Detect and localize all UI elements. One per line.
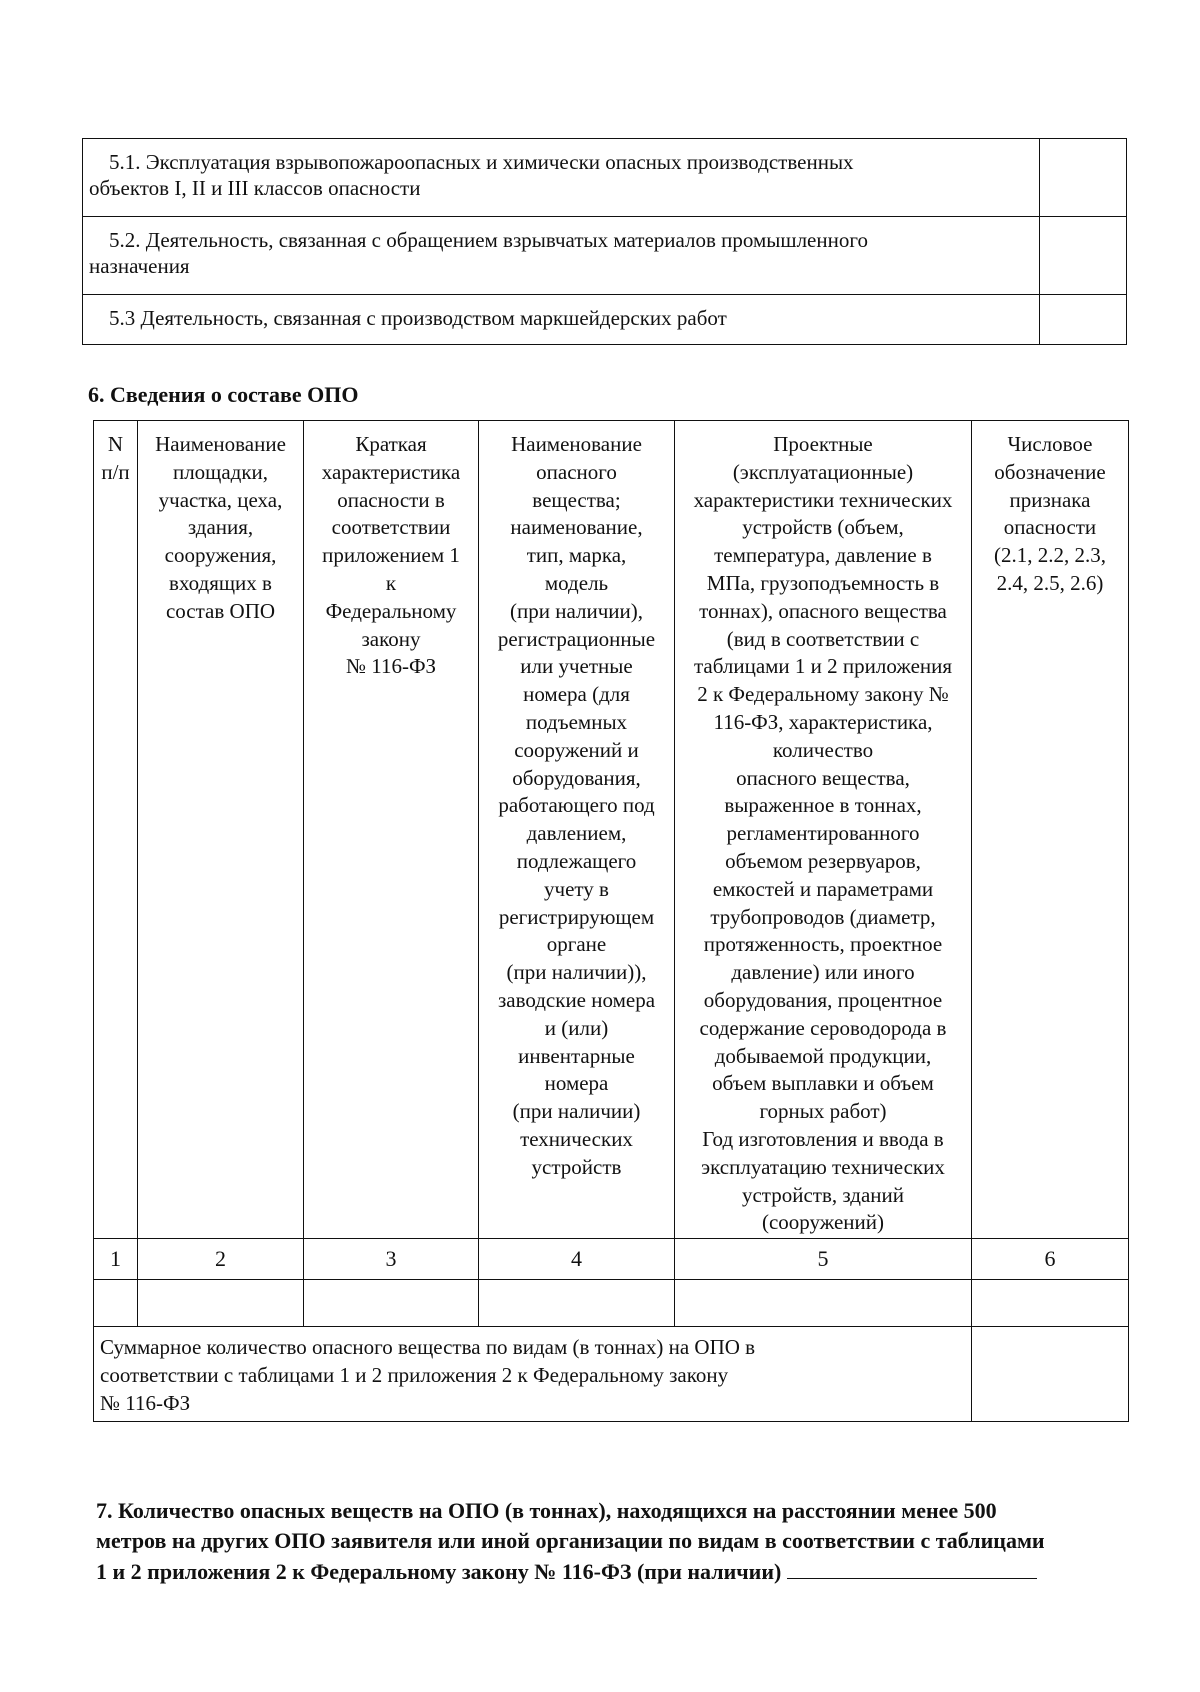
- header-line: подъемных: [525, 709, 628, 734]
- activity-text: назначения: [89, 254, 190, 278]
- header-line: N: [107, 432, 124, 456]
- header-line: здания,: [187, 515, 254, 540]
- header-line: вещества;: [532, 487, 621, 512]
- header-line: входящих в: [169, 570, 272, 595]
- section-7-text: 1 и 2 приложения 2 к Федеральному закону № 116-ФЗ (при наличии): [96, 1559, 782, 1584]
- header-line: закону: [361, 626, 421, 651]
- header-line: соответствии: [331, 515, 451, 540]
- opo-composition-table: [93, 420, 1129, 1422]
- header-line: регистрирующем: [498, 904, 655, 929]
- header-line: состав ОПО: [165, 598, 276, 623]
- data-cell[interactable]: [94, 1280, 138, 1327]
- header-line: сооружения,: [164, 543, 277, 568]
- header-cell: [675, 421, 972, 1239]
- header-line: таблицами 1 и 2 приложения: [693, 654, 953, 679]
- header-line: органе: [546, 932, 607, 957]
- header-line: давление) или иного: [731, 960, 915, 985]
- answer-blank-line[interactable]: [787, 1556, 1037, 1579]
- header-line: площадки,: [172, 459, 269, 484]
- header-line: обозначение: [994, 459, 1106, 484]
- activity-text: объектов I, II и III классов опасности: [89, 176, 421, 200]
- header-line: (при наличии)),: [506, 960, 647, 985]
- section-7-text: метров на других ОПО заявителя или иной организации по видам в соответствии с таблицами: [96, 1528, 1045, 1553]
- header-line: трубопроводов (диаметр,: [710, 904, 936, 929]
- header-line: к: [385, 570, 397, 595]
- header-line: технических: [520, 1126, 633, 1151]
- summary-text: соответствии с таблицами 1 и 2 приложения 2 к Федеральному закону: [100, 1363, 729, 1387]
- header-cell: [94, 421, 138, 1239]
- header-line: № 116-ФЗ: [345, 654, 437, 679]
- header-line: объемом резервуаров,: [725, 848, 921, 873]
- header-line: опасного вещества,: [736, 765, 910, 790]
- header-line: подлежащего: [516, 848, 637, 873]
- header-line: давлением,: [526, 821, 627, 846]
- header-line: учету в: [544, 876, 609, 901]
- header-line: сооружений и: [514, 737, 639, 762]
- header-cell: [304, 421, 479, 1239]
- header-line: протяженность, проектное: [703, 932, 943, 957]
- header-line: опасности: [1003, 515, 1097, 540]
- header-line: опасности в: [337, 487, 445, 512]
- column-number: 6: [972, 1239, 1129, 1280]
- activities-table: [82, 138, 1127, 345]
- header-line: номера: [544, 1071, 609, 1096]
- header-line: Год изготовления и ввода в: [702, 1126, 944, 1151]
- header-line: горных работ): [759, 1099, 887, 1124]
- header-line: (эксплуатационные): [732, 459, 914, 484]
- summary-label-cell: [94, 1327, 972, 1422]
- column-number: 4: [479, 1239, 675, 1280]
- header-line: 2.4, 2.5, 2.6): [996, 570, 1104, 595]
- header-line: заводские номера: [497, 987, 656, 1012]
- header-line: Числовое: [1007, 432, 1093, 456]
- section-6-title: 6. Сведения о составе ОПО: [88, 382, 359, 407]
- summary-value-cell[interactable]: [972, 1327, 1129, 1422]
- header-line: температура, давление в: [714, 543, 932, 568]
- header-line: МПа, грузоподъемность в: [706, 570, 940, 595]
- header-line: Наименование: [511, 432, 642, 456]
- header-line: (при наличии),: [510, 598, 643, 623]
- activity-cell: [83, 295, 1040, 345]
- activity-text: 5.3 Деятельность, связанная с производством маркшейдерских работ: [109, 306, 727, 330]
- section-7-text: 7. Количество опасных веществ на ОПО (в тоннах), находящихся на расстоянии менее 500: [96, 1498, 997, 1523]
- data-cell[interactable]: [138, 1280, 304, 1327]
- header-line: Наименование: [155, 432, 286, 456]
- header-line: объем выплавки и объем: [712, 1071, 934, 1096]
- header-line: характеристики технических: [693, 487, 953, 512]
- column-number: 2: [138, 1239, 304, 1280]
- header-line: участка, цеха,: [158, 487, 283, 512]
- activity-row: [83, 295, 1127, 345]
- header-line: (2.1, 2.2, 2.3,: [994, 543, 1106, 568]
- header-line: оборудования,: [512, 765, 641, 790]
- header-line: характеристика: [321, 459, 461, 484]
- header-line: (сооружений): [761, 1210, 885, 1235]
- activity-row: [83, 139, 1127, 217]
- header-line: 116-ФЗ, характеристика,: [713, 709, 933, 734]
- section-7: [96, 1496, 1128, 1587]
- header-line: п/п: [101, 459, 130, 484]
- column-number: 5: [675, 1239, 972, 1280]
- summary-text: Суммарное количество опасного вещества по видам (в тоннах) на ОПО в: [100, 1335, 756, 1359]
- header-line: опасного: [536, 459, 617, 484]
- header-line: наименование,: [510, 515, 643, 540]
- header-line: устройств: [531, 1154, 622, 1179]
- activity-check-cell[interactable]: [1040, 295, 1127, 345]
- header-line: (при наличии): [512, 1099, 641, 1124]
- column-number: 3: [304, 1239, 479, 1280]
- header-line: (вид в соответствии с: [726, 626, 920, 651]
- header-line: содержание сероводорода в: [699, 1015, 947, 1040]
- header-row: [94, 421, 1129, 1239]
- header-line: или учетные: [520, 654, 633, 679]
- header-cell: [479, 421, 675, 1239]
- activity-text: 5.1. Эксплуатация взрывопожароопасных и химически опасных производственных: [109, 150, 854, 174]
- header-line: Краткая: [355, 432, 427, 456]
- header-line: тип, марка,: [526, 543, 627, 568]
- column-number: 1: [94, 1239, 138, 1280]
- header-cell: [972, 421, 1129, 1239]
- data-cell[interactable]: [675, 1280, 972, 1327]
- header-line: устройств (объем,: [742, 515, 904, 540]
- header-line: регламентированного: [726, 821, 920, 846]
- activity-cell: [83, 217, 1040, 295]
- header-line: номера (для: [523, 682, 630, 707]
- empty-data-row: [94, 1280, 1129, 1327]
- header-line: оборудования, процентное: [703, 987, 943, 1012]
- header-line: количество: [772, 737, 874, 762]
- header-cell: [138, 421, 304, 1239]
- header-line: устройств, зданий: [741, 1182, 905, 1207]
- header-line: емкостей и параметрами: [712, 876, 934, 901]
- header-line: модель: [544, 570, 609, 595]
- activity-row: [83, 217, 1127, 295]
- header-line: Проектные: [773, 432, 873, 456]
- header-line: и (или): [544, 1015, 609, 1040]
- activity-cell: [83, 139, 1040, 217]
- data-cell[interactable]: [479, 1280, 675, 1327]
- activity-check-cell[interactable]: [1040, 139, 1127, 217]
- data-cell[interactable]: [972, 1280, 1129, 1327]
- header-line: тоннах), опасного вещества: [699, 598, 947, 623]
- header-line: эксплуатацию технических: [701, 1154, 945, 1179]
- header-line: регистрационные: [497, 626, 656, 651]
- column-number-row: [94, 1239, 1129, 1280]
- header-line: инвентарные: [518, 1043, 635, 1068]
- data-cell[interactable]: [304, 1280, 479, 1327]
- activity-check-cell[interactable]: [1040, 217, 1127, 295]
- activity-text: 5.2. Деятельность, связанная с обращением взрывчатых материалов промышленного: [109, 228, 868, 252]
- header-line: признака: [1009, 487, 1091, 512]
- header-line: 2 к Федеральному закону №: [697, 682, 949, 707]
- header-line: приложением 1: [322, 543, 460, 568]
- summary-row: [94, 1327, 1129, 1422]
- header-line: добываемой продукции,: [714, 1043, 932, 1068]
- summary-text: № 116-ФЗ: [100, 1391, 191, 1415]
- header-line: выраженное в тоннах,: [724, 793, 922, 818]
- header-line: Федеральному: [325, 598, 457, 623]
- header-line: работающего под: [498, 793, 655, 818]
